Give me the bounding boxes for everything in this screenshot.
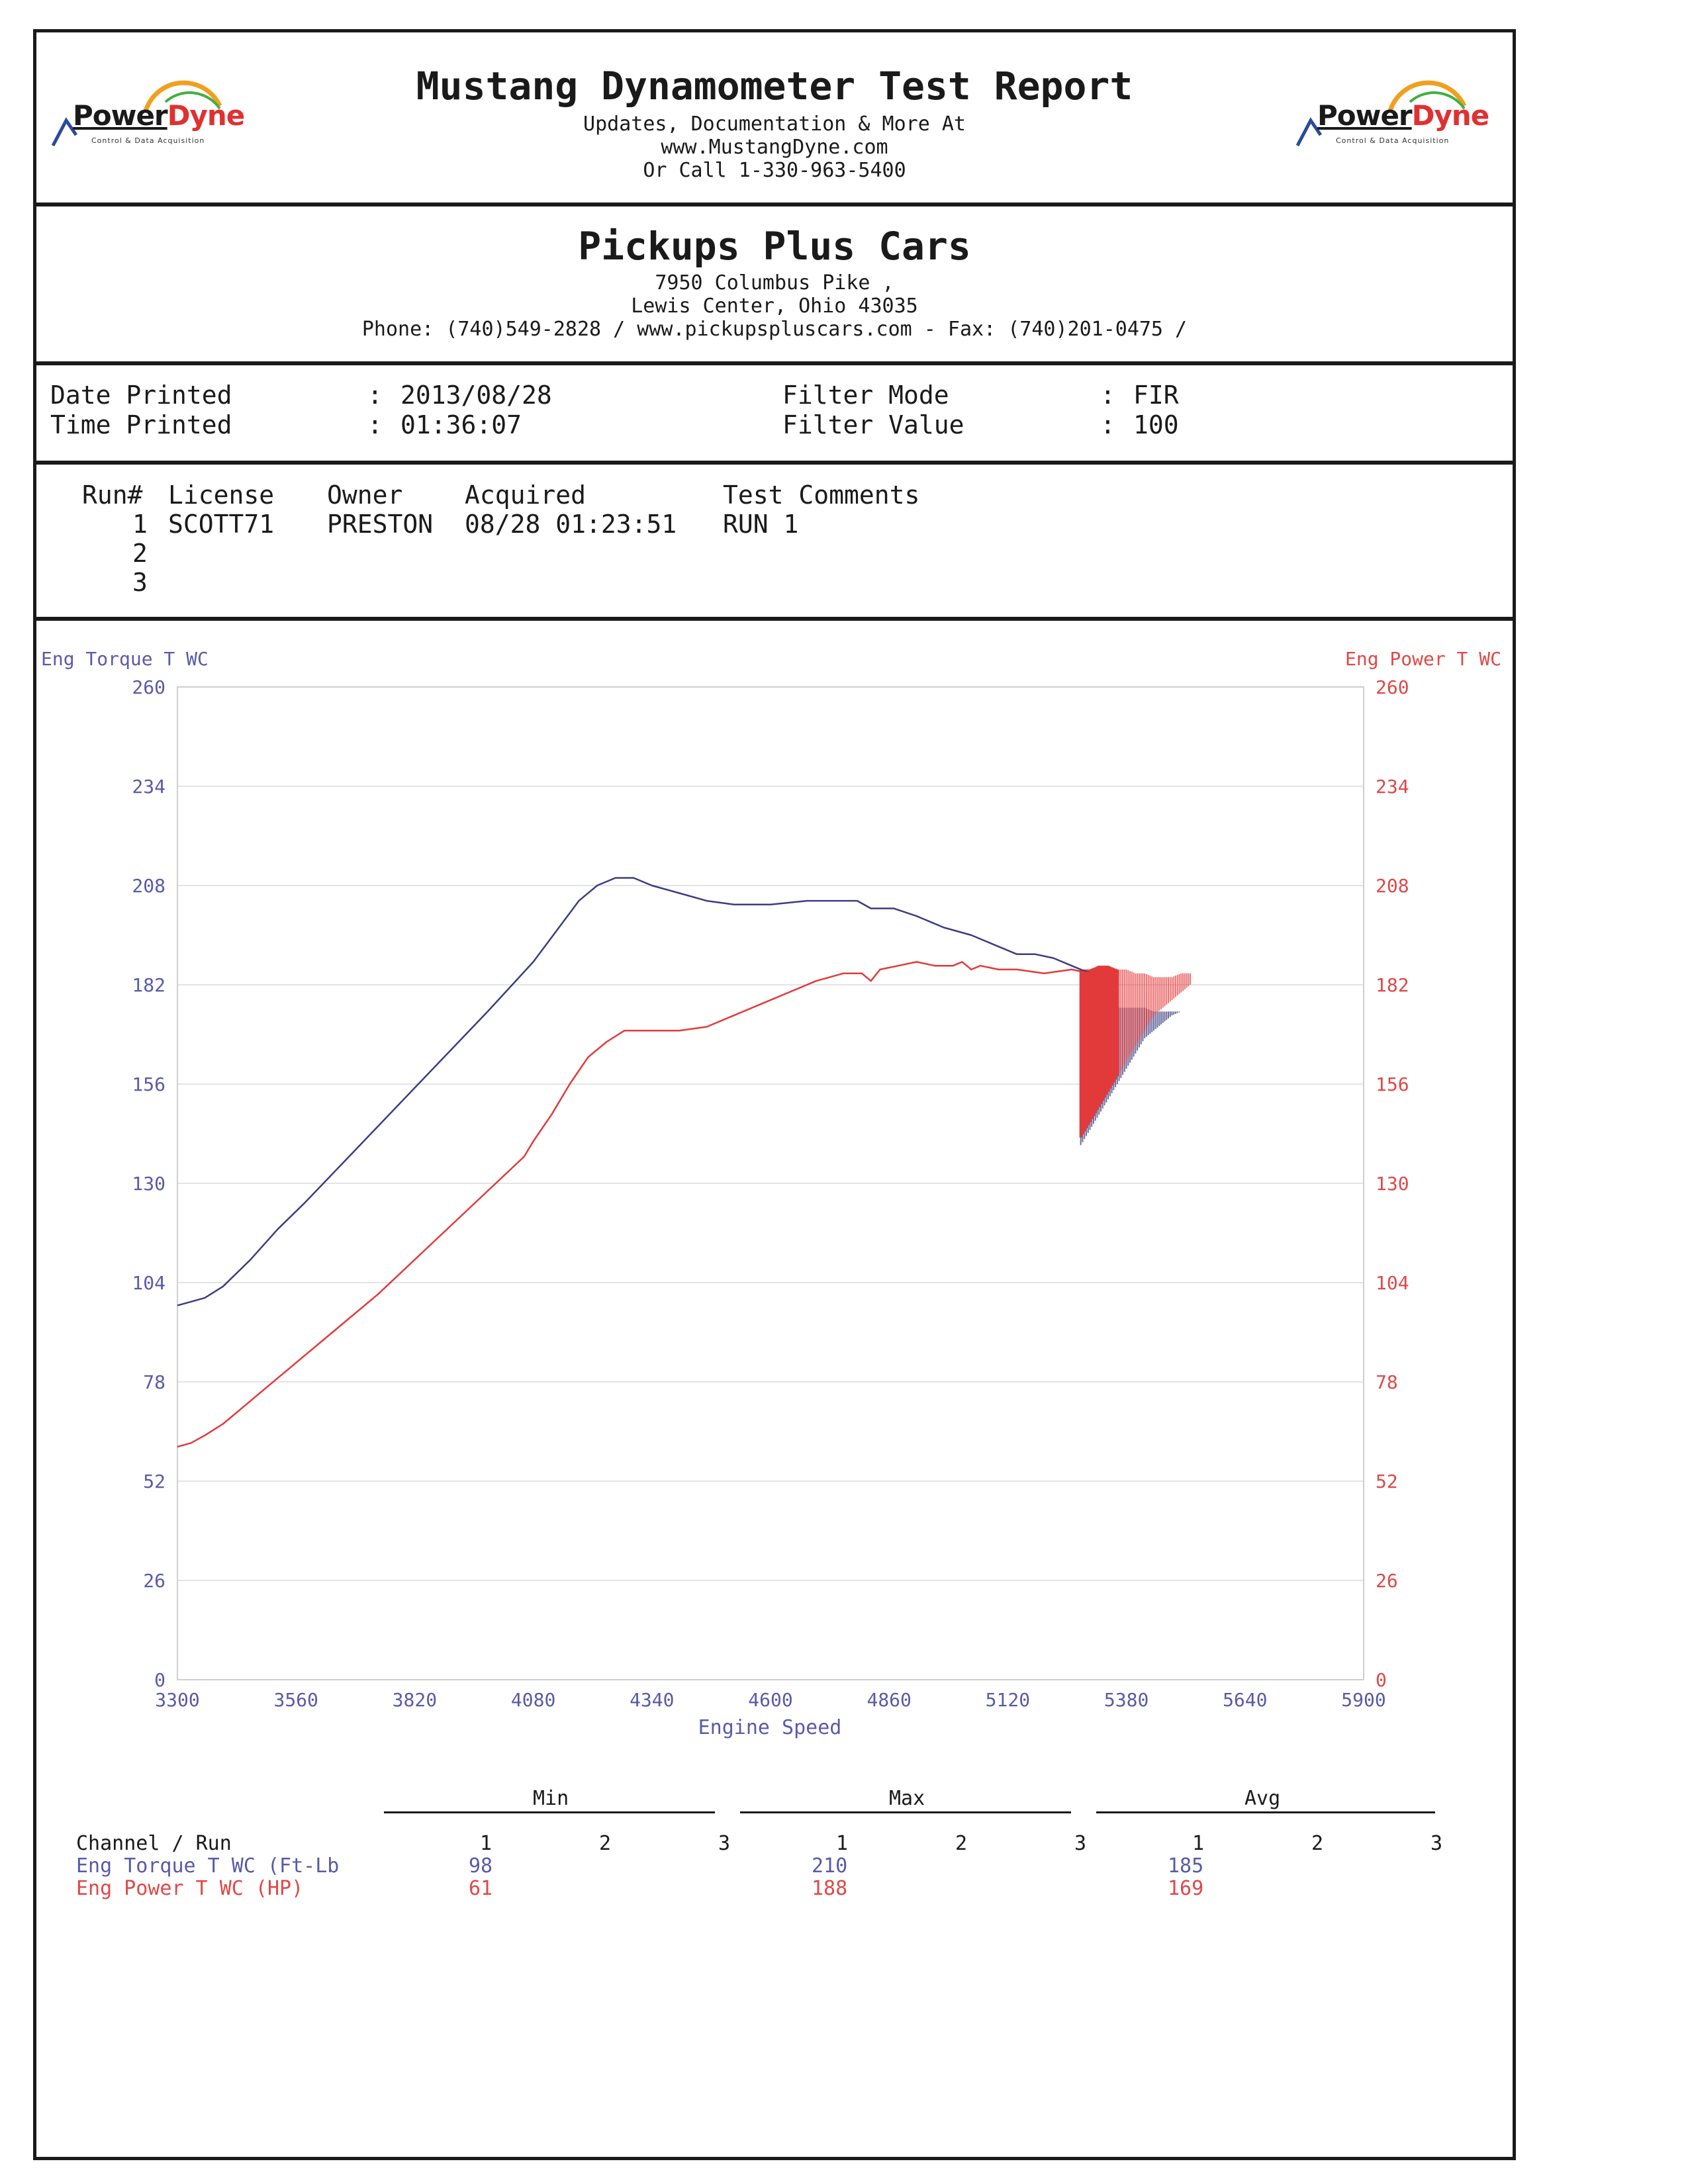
shop-street: 7950 Columbus Pike , bbox=[655, 271, 894, 295]
torque-line bbox=[177, 878, 1090, 1306]
filter-mode-label: Filter Mode bbox=[782, 381, 949, 410]
run-acquired: 08/28 01:23:51 bbox=[465, 510, 677, 539]
summary-rule-max bbox=[740, 1811, 1071, 1813]
y-tick-label-left: 26 bbox=[143, 1570, 165, 1592]
shop-city: Lewis Center, Ohio 43035 bbox=[631, 295, 918, 318]
summary-group-min: Min bbox=[533, 1787, 569, 1810]
summary-row-torque-label: Eng Torque T WC (Ft-Lb bbox=[76, 1854, 340, 1878]
header-phone: Or Call 1-330-963-5400 bbox=[643, 159, 906, 182]
runs-header-comments: Test Comments bbox=[723, 480, 920, 510]
logo-tagline: Control & Data Acquisition bbox=[1336, 136, 1450, 145]
run-owner: PRESTON bbox=[327, 510, 434, 539]
dyno-chart bbox=[0, 635, 1688, 1760]
x-tick-label: 3820 bbox=[392, 1689, 438, 1711]
y-axis-label-left: Eng Torque T WC bbox=[41, 648, 209, 670]
summary-run-num: 2 bbox=[955, 1832, 968, 1855]
y-tick-label-right: 130 bbox=[1376, 1173, 1409, 1195]
divider-info bbox=[33, 461, 1516, 465]
x-tick-label: 4080 bbox=[510, 1689, 556, 1711]
logo-word-dyne: Dyne bbox=[1411, 99, 1489, 132]
filter-value-label: Filter Value bbox=[782, 410, 964, 439]
y-axis-label-right: Eng Power T WC bbox=[1344, 648, 1501, 670]
filter-value-value: 100 bbox=[1133, 410, 1179, 439]
y-tick-label-right: 104 bbox=[1376, 1272, 1409, 1294]
summary-power-min: 61 bbox=[469, 1877, 493, 1900]
info-sep: : bbox=[1100, 410, 1115, 439]
power-line bbox=[177, 962, 1090, 1447]
report-title: Mustang Dynamometer Test Report bbox=[416, 64, 1133, 109]
logo-word-dyne: Dyne bbox=[167, 99, 245, 132]
run-number: 2 bbox=[132, 539, 148, 568]
summary-group-max: Max bbox=[889, 1787, 925, 1810]
summary-torque-min: 98 bbox=[469, 1854, 493, 1878]
x-axis-label: Engine Speed bbox=[698, 1716, 842, 1739]
run-number: 3 bbox=[132, 568, 148, 597]
y-tick-label-right: 156 bbox=[1376, 1073, 1409, 1095]
y-tick-label-left: 78 bbox=[143, 1371, 165, 1393]
date-printed-value: 2013/08/28 bbox=[400, 381, 552, 410]
y-tick-label-right: 78 bbox=[1376, 1371, 1398, 1393]
filter-mode-value: FIR bbox=[1133, 381, 1179, 410]
y-tick-label-left: 182 bbox=[132, 974, 165, 996]
x-tick-label: 4600 bbox=[748, 1689, 793, 1711]
divider-runs bbox=[33, 617, 1516, 621]
runs-header-license: License bbox=[168, 480, 275, 510]
y-tick-label-right: 182 bbox=[1376, 974, 1409, 996]
runs-header-acquired: Acquired bbox=[465, 480, 586, 510]
run-comment: RUN 1 bbox=[723, 510, 799, 539]
summary-rule-min bbox=[384, 1811, 715, 1813]
summary-run-num: 1 bbox=[1192, 1832, 1205, 1855]
x-tick-label: 4340 bbox=[630, 1689, 675, 1711]
date-printed-label: Date Printed bbox=[50, 381, 232, 410]
summary-power-max: 188 bbox=[812, 1877, 848, 1900]
info-sep: : bbox=[367, 410, 383, 439]
y-tick-label-left: 52 bbox=[143, 1471, 165, 1492]
y-tick-label-left: 208 bbox=[132, 875, 165, 897]
x-tick-label: 3560 bbox=[273, 1689, 318, 1711]
summary-channel-header: Channel / Run bbox=[76, 1832, 232, 1855]
summary-run-num: 3 bbox=[718, 1832, 731, 1855]
summary-run-num: 3 bbox=[1430, 1832, 1443, 1855]
summary-run-num: 3 bbox=[1074, 1832, 1087, 1855]
summary-run-num: 1 bbox=[480, 1832, 492, 1855]
x-tick-label: 3300 bbox=[155, 1689, 200, 1711]
x-tick-label: 5640 bbox=[1223, 1689, 1268, 1711]
run-number: 1 bbox=[132, 510, 148, 539]
summary-row-power-label: Eng Power T WC (HP) bbox=[76, 1877, 304, 1900]
y-tick-label-left: 104 bbox=[132, 1272, 165, 1294]
divider-shop bbox=[33, 361, 1516, 365]
y-tick-label-right: 260 bbox=[1376, 676, 1409, 698]
y-tick-label-right: 234 bbox=[1376, 776, 1409, 797]
runs-header-owner: Owner bbox=[327, 480, 403, 510]
y-tick-label-left: 0 bbox=[154, 1669, 165, 1691]
info-sep: : bbox=[1100, 381, 1115, 410]
x-tick-label: 5900 bbox=[1341, 1689, 1386, 1711]
summary-run-num: 2 bbox=[1311, 1832, 1324, 1855]
run-license: SCOTT71 bbox=[168, 510, 275, 539]
summary-torque-avg: 185 bbox=[1168, 1854, 1204, 1878]
logo-word-power: Power bbox=[73, 99, 167, 132]
y-tick-label-left: 260 bbox=[132, 676, 165, 698]
summary-rule-avg bbox=[1096, 1811, 1435, 1813]
y-tick-label-left: 156 bbox=[132, 1073, 165, 1095]
summary-power-avg: 169 bbox=[1168, 1877, 1204, 1900]
x-tick-label: 5120 bbox=[985, 1689, 1031, 1711]
summary-group-avg: Avg bbox=[1244, 1787, 1281, 1810]
logo-word-power: Power bbox=[1317, 99, 1412, 132]
summary-torque-max: 210 bbox=[812, 1854, 848, 1878]
y-tick-label-right: 0 bbox=[1376, 1669, 1387, 1691]
shop-name: Pickups Plus Cars bbox=[578, 224, 971, 269]
y-tick-label-right: 52 bbox=[1376, 1471, 1398, 1492]
summary-run-num: 1 bbox=[836, 1832, 849, 1855]
y-tick-label-right: 208 bbox=[1376, 875, 1409, 897]
y-tick-label-right: 26 bbox=[1376, 1570, 1398, 1592]
shop-contact: Phone: (740)549-2828 / www.pickupspluscars.com - Fax: (740)201-0475 / bbox=[361, 318, 1188, 341]
divider-header bbox=[33, 203, 1516, 206]
y-tick-label-left: 130 bbox=[132, 1173, 165, 1195]
x-tick-label: 4860 bbox=[867, 1689, 912, 1711]
logo-tagline: Control & Data Acquisition bbox=[91, 136, 205, 145]
x-tick-label: 5380 bbox=[1103, 1689, 1149, 1711]
y-tick-label-left: 234 bbox=[132, 776, 165, 797]
time-printed-label: Time Printed bbox=[50, 410, 232, 439]
summary-run-num: 2 bbox=[599, 1832, 612, 1855]
runs-header-run: Run# bbox=[82, 480, 143, 510]
time-printed-value: 01:36:07 bbox=[400, 410, 522, 439]
info-sep: : bbox=[367, 381, 383, 410]
header-website: www.MustangDyne.com bbox=[661, 136, 888, 159]
header-line-1: Updates, Documentation & More At bbox=[583, 113, 966, 136]
